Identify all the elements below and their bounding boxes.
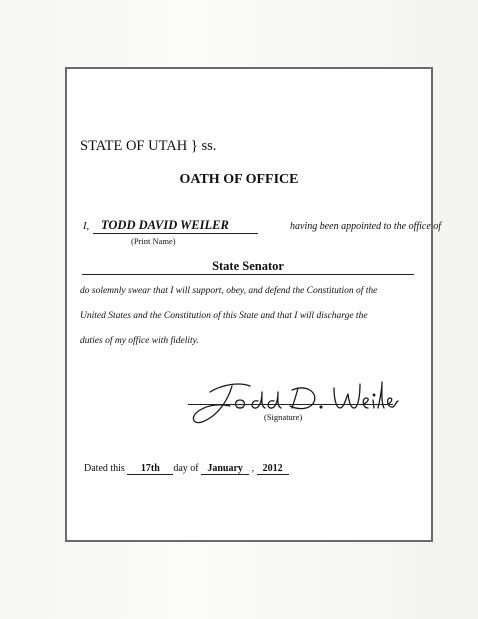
officer-name-field: TODD DAVID WEILER <box>93 218 258 234</box>
year-field: 2012 <box>257 463 289 475</box>
oath-text-line-2: United States and the Constitution of this State and that I will discharge the <box>80 311 368 321</box>
dated-line <box>84 463 289 475</box>
i-label: I, <box>83 221 90 232</box>
signature-line <box>188 404 393 405</box>
oath-text-line-3: duties of my office with fidelity. <box>80 336 199 346</box>
appointed-text: having been appointed to the office of <box>290 221 442 232</box>
signature-caption: (Signature) <box>264 412 303 422</box>
document-title: OATH OF OFFICE <box>179 172 299 187</box>
date-comma: , <box>251 463 255 474</box>
day-field: 17th <box>127 463 173 475</box>
month-field: January <box>201 463 249 475</box>
day-of-label: day of <box>173 463 199 474</box>
dated-prefix: Dated this <box>84 463 125 474</box>
oath-text-line-1: do solemnly swear that I will support, obey, and defend the Constitution of the <box>80 286 378 296</box>
office-field: State Senator <box>82 259 414 275</box>
state-heading: STATE OF UTAH } ss. <box>80 138 217 154</box>
print-name-caption: (Print Name) <box>131 236 176 246</box>
